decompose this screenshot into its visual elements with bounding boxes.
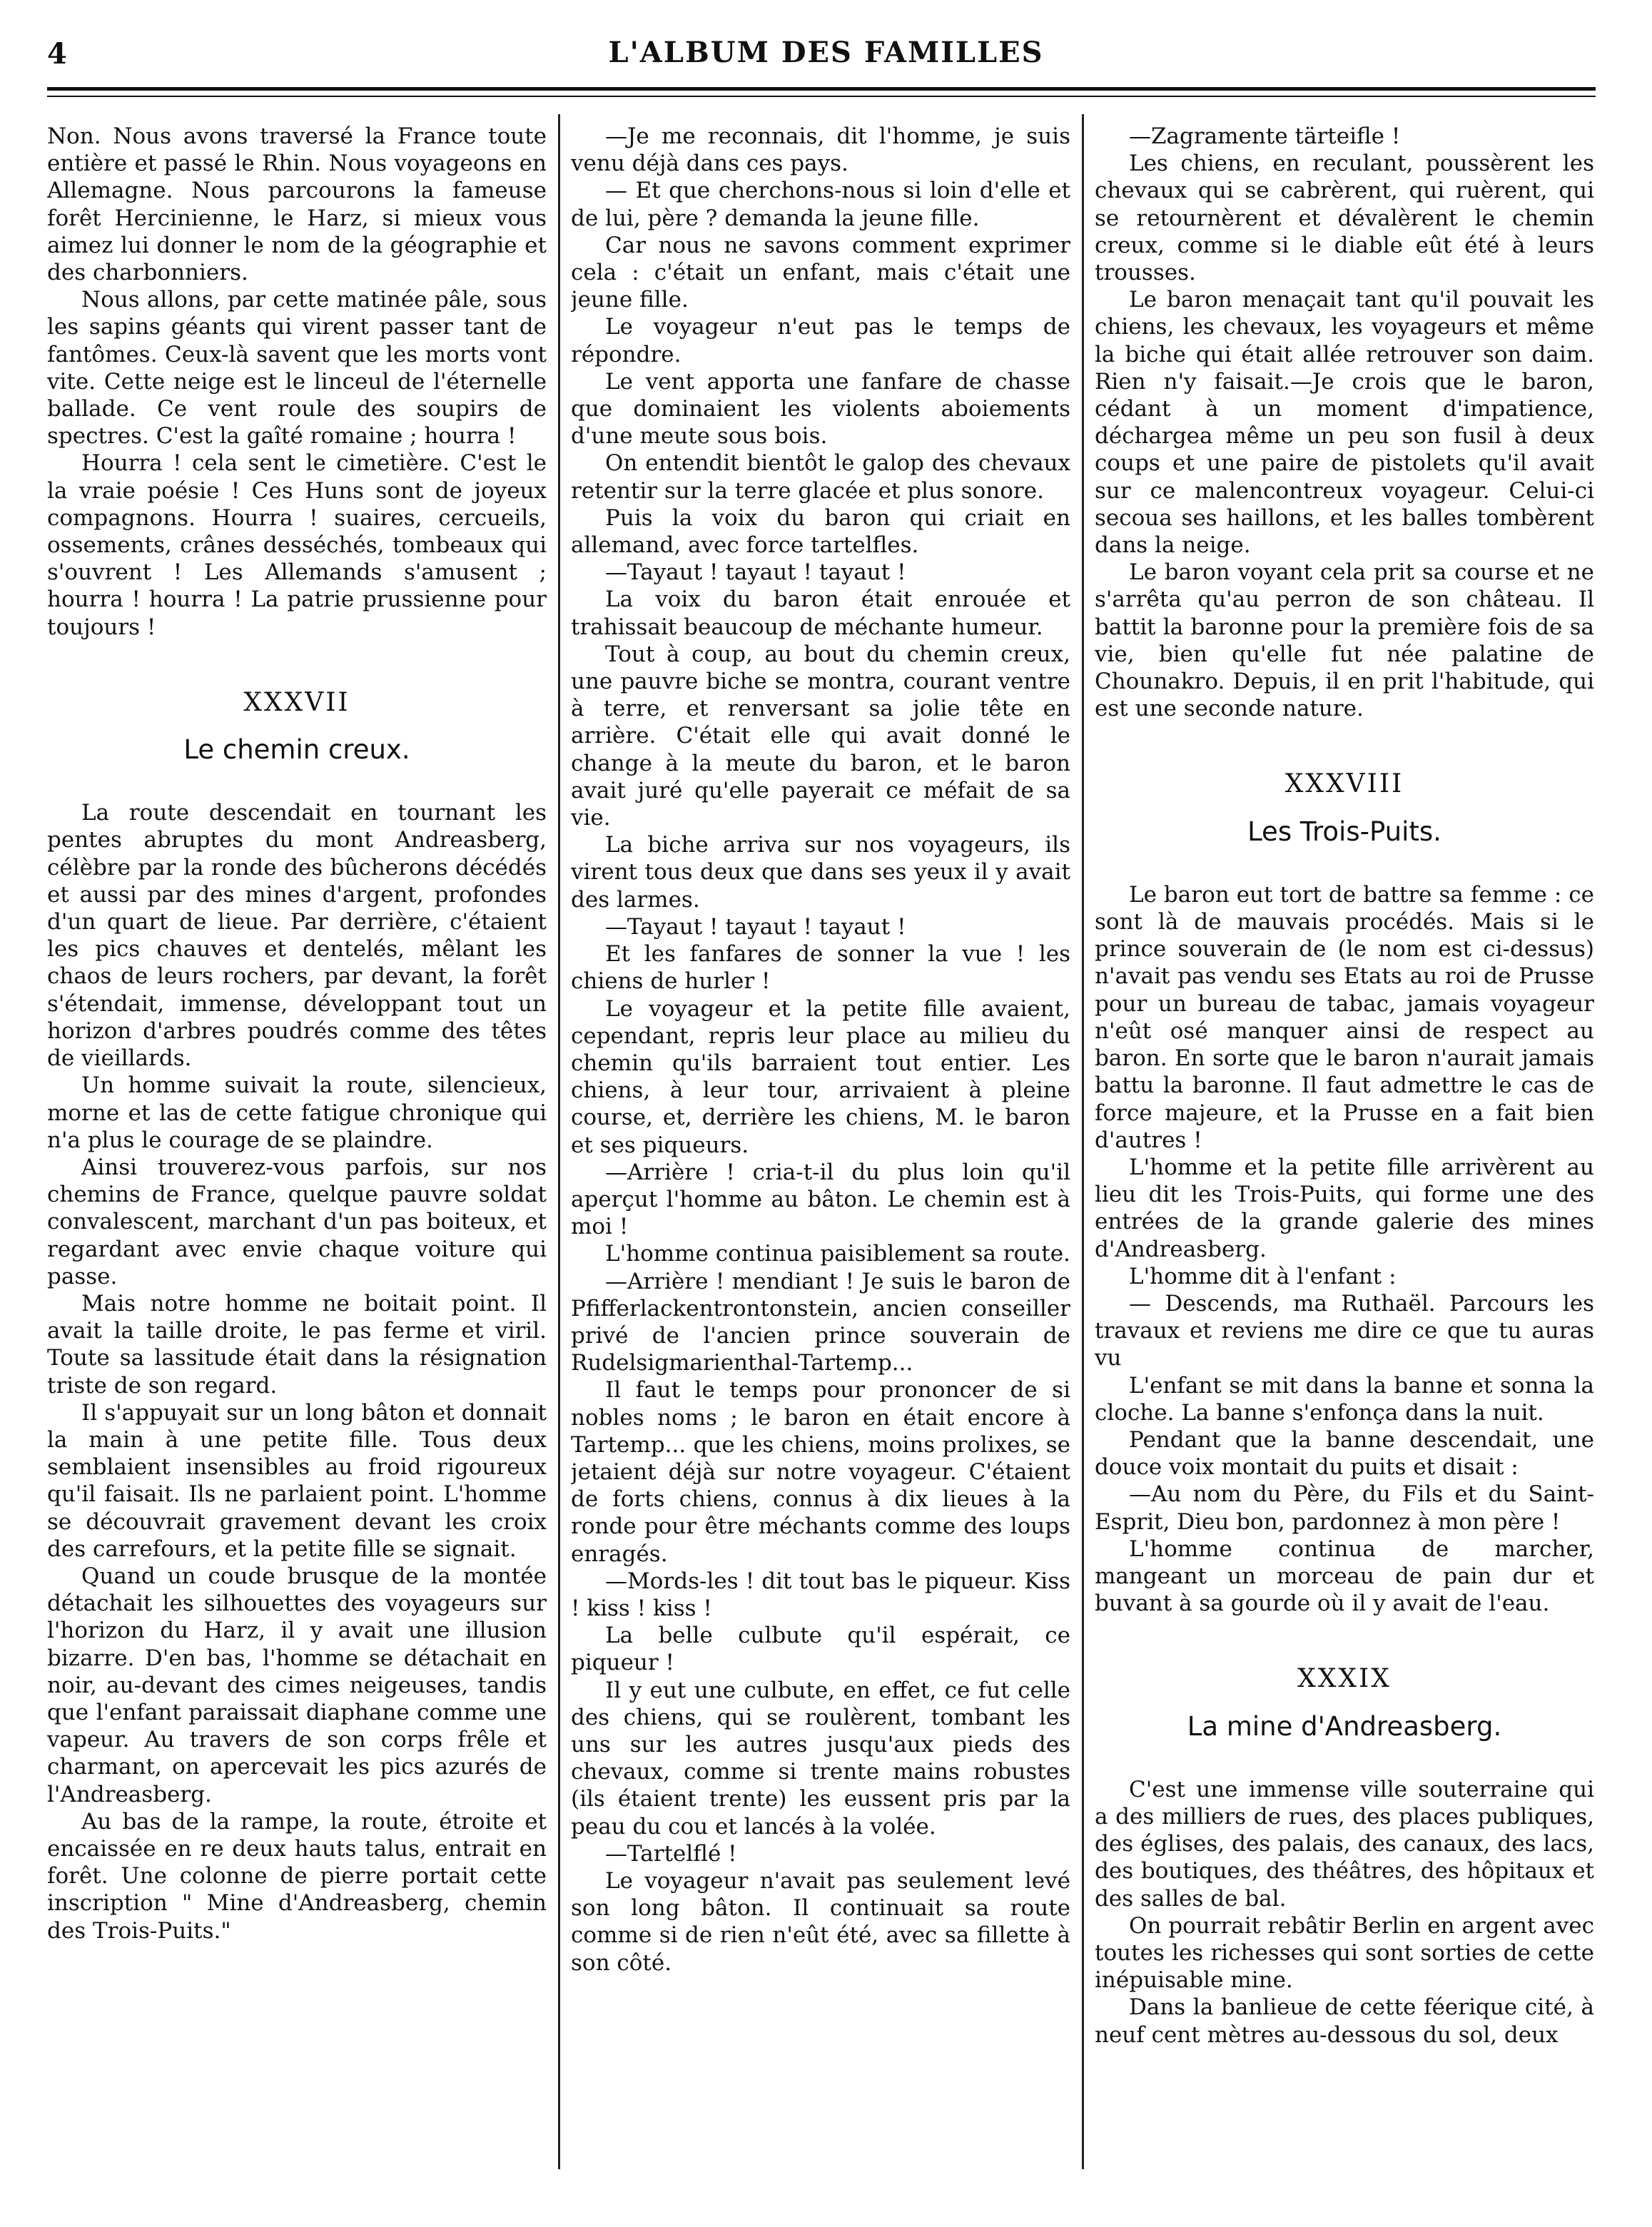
paragraph: Le baron menaçait tant qu'il pouvait les chiens, les chevaux, les voyageurs et même la biche qui était allée retrouver son daim. Rien n'y faisait.—Je crois que le baron, cédant à un moment d'impatience, déchargea même un peu son fusil à deux coups et une paire de pistolets qu'il avait sur ce malencontreux voyageur. Celui-ci secoua ses haillons, et les balles tombèrent dans la neige. [1095, 287, 1594, 559]
chapter-number: XXXIX [1297, 1664, 1392, 1694]
paragraph: Les chiens, en reculant, poussèrent les chevaux qui se cabrèrent, qui ruèrent, qui se retournèrent et dévalèrent le chemin creux, comme si le diable eût été à leurs trousses. [1095, 151, 1594, 286]
paragraph: L'homme continua de marcher, mangeant un morceau de pain dur et buvant à sa gourde où il y avait de l'eau. [1095, 1536, 1594, 1617]
paragraph: Tout à coup, au bout du chemin creux, une pauvre biche se montra, courant ventre à terre, et renversant sa jolie tête en arrière. C'était elle qui avait donné le change à la meute du baron, et le baron avait juré qu'elle payerait ce méfait de sa vie. [571, 641, 1070, 831]
paragraph: —Mords-les ! dit tout bas le piqueur. Kiss ! kiss ! kiss ! [571, 1568, 1070, 1621]
paragraph: La biche arriva sur nos voyageurs, ils virent tous deux que dans ses yeux il y avait des larmes. [571, 832, 1070, 913]
paragraph: Il faut le temps pour prononcer de si nobles noms ; le baron en était encore à Tartemp... que les chiens, moins prolixes, se jetaient déjà sur notre voyageur. C'étaient de forts chiens, connus à dix lieues à la ronde pour être méchants comme des loups enragés. [571, 1377, 1070, 1567]
paragraph: Ainsi trouverez-vous parfois, sur nos chemins de France, quelque pauvre soldat convalescent, marchant d'un pas boiteux, et regardant avec envie chaque voiture qui passe. [47, 1154, 547, 1289]
paragraph: Un homme suivait la route, silencieux, morne et las de cette fatigue chronique qui n'a plus le courage de se plaindre. [47, 1072, 547, 1153]
paragraph: Le voyageur et la petite fille avaient, cependant, repris leur place au milieu du chemin qu'ils barraient tout entier. Les chiens, à leur tour, arrivaient à pleine course, et, derrière les chiens, M. le baron et ses piqueurs. [571, 995, 1070, 1158]
chapter-number: XXXVIII [1284, 769, 1404, 799]
paragraph: On entendit bientôt le galop des chevaux retentir sur la terre glacée et plus sonore. [571, 450, 1070, 504]
column-separator-1 [558, 114, 560, 2169]
paragraph: La belle culbute qu'il espérait, ce piqueur ! [571, 1623, 1070, 1676]
paragraph: —Je me reconnais, dit l'homme, je suis venu déjà dans ces pays. [571, 123, 1070, 177]
paragraph: Hourra ! cela sent le cimetière. C'est le la vraie poésie ! Ces Huns sont de joyeux compagnons. Hourra ! suaires, cercueils, ossements, crânes desséchés, tombeaux qui s'ouvrent ! Les Allemands s'amusent ; hourra ! hourra ! La patrie prussienne pour toujours ! [47, 450, 547, 640]
paragraph: —Tayaut ! tayaut ! tayaut ! [605, 913, 906, 940]
header-rule-thick [47, 87, 1596, 91]
paragraph: — Et que cherchons-nous si loin d'elle et de lui, père ? demanda la jeune fille. [571, 178, 1070, 231]
paragraph: —Arrière ! mendiant ! Je suis le baron de Pfifferlackentrontonstein, ancien conseiller privé de l'ancien prince souverain de Rudelsigmarienthal-Tartemp... [571, 1268, 1070, 1376]
paragraph: —Au nom du Père, du Fils et du Saint-Esprit, Dieu bon, pardonnez à mon père ! [1095, 1481, 1594, 1535]
paragraph: L'homme dit à l'enfant : [1129, 1263, 1397, 1289]
chapter-number: XXXVII [243, 687, 350, 717]
paragraph: Pendant que la banne descendait, une douce voix montait du puits et disait : [1095, 1426, 1594, 1481]
paragraph: La voix du baron était enrouée et trahissait beaucoup de méchante humeur. [571, 587, 1070, 640]
paragraph: Au bas de la rampe, la route, étroite et encaissée en re deux hauts talus, entrait en forêt. Une colonne de pierre portait cette inscription " Mine d'Andreasberg, chemin des Trois-Puits." [47, 1808, 547, 1944]
chapter-title: Les Trois-Puits. [1247, 816, 1441, 847]
paragraph: Le voyageur n'eut pas le temps de répondre. [571, 314, 1070, 367]
paragraph: L'enfant se mit dans la banne et sonna la cloche. La banne s'enfonça dans la nuit. [1095, 1372, 1594, 1426]
paragraph: Dans la banlieue de cette féerique cité, à neuf cent mètres au-dessous du sol, deux [1095, 1994, 1594, 2048]
paragraph: —Arrière ! cria-t-il du plus loin qu'il aperçut l'homme au bâton. Le chemin est à moi ! [571, 1159, 1070, 1240]
paragraph: —Tayaut ! tayaut ! tayaut ! [605, 559, 906, 586]
paragraph: Le voyageur n'avait pas seulement levé son long bâton. Il continuait sa route comme si de rien n'eût été, avec sa fillette à son côté. [571, 1868, 1070, 1976]
paragraph: Quand un coude brusque de la montée détachait les silhouettes des voyageurs sur l'horizon du Harz, il y avait une illusion bizarre. D'en bas, l'homme se détachait en noir, au-devant des cimes neigeuses, tandis que l'enfant paraissait diaphane comme une vapeur. Au travers de son corps frêle et charmant, on apercevait les pics azurés de l'Andreasberg. [47, 1563, 547, 1807]
paragraph: Il y eut une culbute, en effet, ce fut celle des chiens, qui se roulèrent, tombant les uns sur les autres jusqu'aux pieds des chevaux, comme si trente mains robustes (ils étaient trente) les eussent pris par la peau du cou et lancés à la volée. [571, 1677, 1070, 1840]
paragraph: C'est une immense ville souterraine qui a des milliers de rues, des places publiques, des églises, des palais, des canaux, des lacs, des boutiques, des théâtres, des hôpitaux et des salles de bal. [1095, 1776, 1594, 1912]
chapter-title: Le chemin creux. [183, 734, 410, 766]
paragraph: Il s'appuyait sur un long bâton et donnait la main à une petite fille. Tous deux semblaient insensibles au froid rigoureux qu'il faisait. Ils ne parlaient point. L'homme se découvrait gravement devant les croix des carrefours, et la petite fille se signait. [47, 1399, 547, 1562]
column-1 [47, 123, 547, 2206]
column-separator-2 [1082, 114, 1084, 2169]
chapter-title: La mine d'Andreasberg. [1187, 1710, 1502, 1742]
paragraph: Le baron voyant cela prit sa course et ne s'arrêta qu'au perron de son château. Il battit la baronne pour la première fois de sa vie, bien qu'elle fut née palatine de Chounakro. Depuis, il en prit l'habitude, qui est une seconde nature. [1095, 559, 1594, 722]
paragraph: L'homme continua paisiblement sa route. [605, 1241, 1070, 1267]
paragraph: Non. Nous avons traversé la France toute entière et passé le Rhin. Nous voyageons en Allemagne. Nous parcourons la fameuse forêt Hercinienne, le Harz, si mieux vous aimez lui donner le nom de la géographie et des charbonniers. [47, 123, 547, 286]
paragraph: — Descends, ma Ruthaël. Parcours les travaux et reviens me dire ce que tu auras vu [1095, 1290, 1594, 1371]
column-3 [1095, 123, 1594, 2206]
paragraph: La route descendait en tournant les pentes abruptes du mont Andreasberg, célèbre par la ronde des bûcherons décédés et aussi par des mines d'argent, profondes d'un quart de lieue. Par derrière, c'étaient les pics chauves et dentelés, mêlant les chaos de leurs rochers, par devant, la forêt s'étendait, immense, développant tout un horizon d'arbres poudrés comme des têtes de vieillards. [47, 800, 547, 1072]
paragraph: Et les fanfares de sonner la vue ! les chiens de hurler ! [571, 941, 1070, 995]
page-number: 4 [47, 37, 67, 71]
paragraph: Le baron eut tort de battre sa femme : ce sont là de mauvais procédés. Mais si le prince souverain de (le nom est ci-dessus) n'avait pas vendu ses Etats au roi de Prusse pour un bureau de tabac, jamais voyageur n'eût osé manquer ainsi de respect au baron. En sorte que le baron n'aurait jamais battu la baronne. Il faut admettre le cas de force majeure, et la Prusse en a fait bien d'autres ! [1095, 881, 1594, 1153]
paragraph: L'homme et la petite fille arrivèrent au lieu dit les Trois-Puits, qui forme une des entrées de la grande galerie des mines d'Andreasberg. [1095, 1154, 1594, 1262]
paragraph: Nous allons, par cette matinée pâle, sous les sapins géants qui virent passer tant de fantômes. Ceux-là savent que les morts vont vite. Cette neige est le linceul de l'éternelle ballade. Ce vent roule des soupirs de spectres. C'est la gaîté romaine ; hourra ! [47, 287, 547, 450]
paragraph: Puis la voix du baron qui criait en allemand, avec force tartelfles. [571, 504, 1070, 559]
header-rule-thin [47, 96, 1596, 97]
paragraph: Mais notre homme ne boitait point. Il avait la taille droite, le pas ferme et viril. Toute sa lassitude était dans la résignation triste de son regard. [47, 1290, 547, 1399]
paragraph: Le vent apporta une fanfare de chasse que dominaient les violents aboiements d'une meute sous bois. [571, 368, 1070, 450]
paragraph: —Zagramente tärteifle ! [1129, 123, 1401, 149]
column-2 [571, 123, 1070, 2206]
paragraph: —Tartelflé ! [605, 1840, 737, 1867]
paragraph: On pourrait rebâtir Berlin en argent avec toutes les richesses qui sont sorties de cette inépuisable mine. [1095, 1912, 1594, 1994]
paragraph: Car nous ne savons comment exprimer cela : c'était un enfant, mais c'était une jeune fille. [571, 232, 1070, 313]
running-title: L'ALBUM DES FAMILLES [608, 36, 1044, 69]
